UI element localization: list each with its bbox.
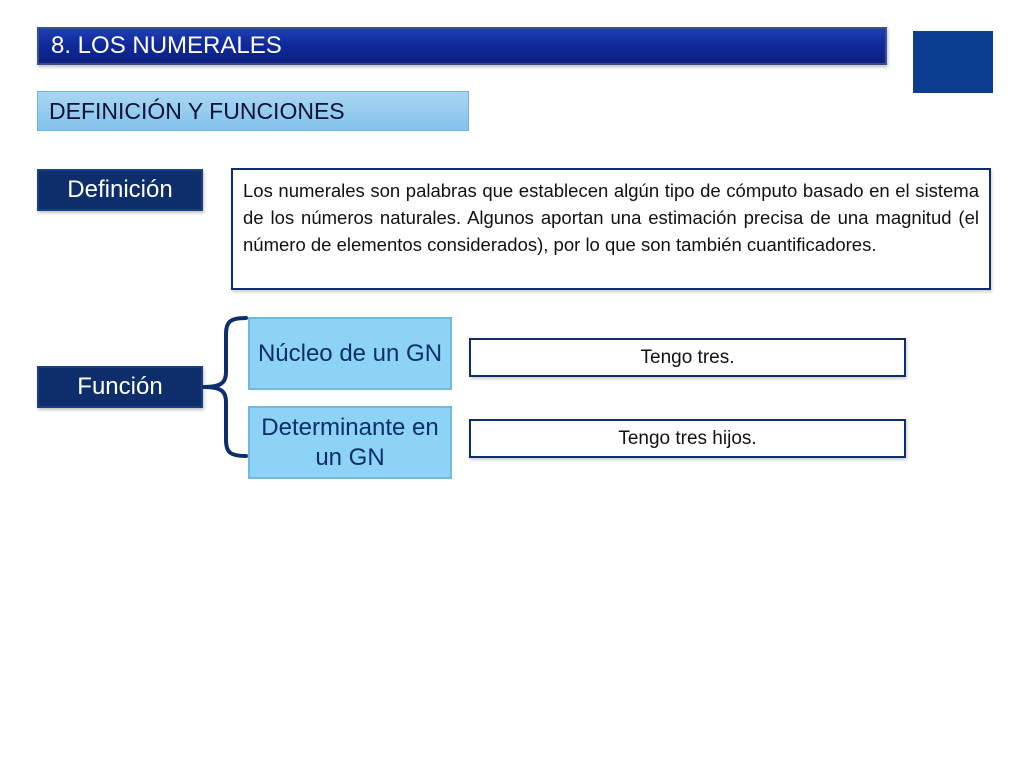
function-item-nucleo-label: Núcleo de un GN [257, 339, 443, 367]
example-nucleo: Tengo tres. [469, 338, 906, 377]
corner-decoration [913, 31, 993, 93]
example-determinante: Tengo tres hijos. [469, 419, 906, 458]
section-subtitle: DEFINICIÓN Y FUNCIONES [37, 91, 469, 131]
function-item-determinante-label: Determinante en un GN [261, 413, 439, 471]
definition-label: Definición [37, 169, 203, 211]
slide-title: 8. LOS NUMERALES [37, 27, 887, 65]
function-item-nucleo [248, 317, 452, 390]
function-label: Función [37, 366, 203, 408]
definition-text-box: Los numerales son palabras que establecen algún tipo de cómputo basado en el sistema de los números naturales. Algunos aportan una estimación precisa de una magnitud (el número de elementos considerados), por lo que son también cuantificadores. [231, 168, 991, 290]
function-item-determinante [248, 406, 452, 479]
